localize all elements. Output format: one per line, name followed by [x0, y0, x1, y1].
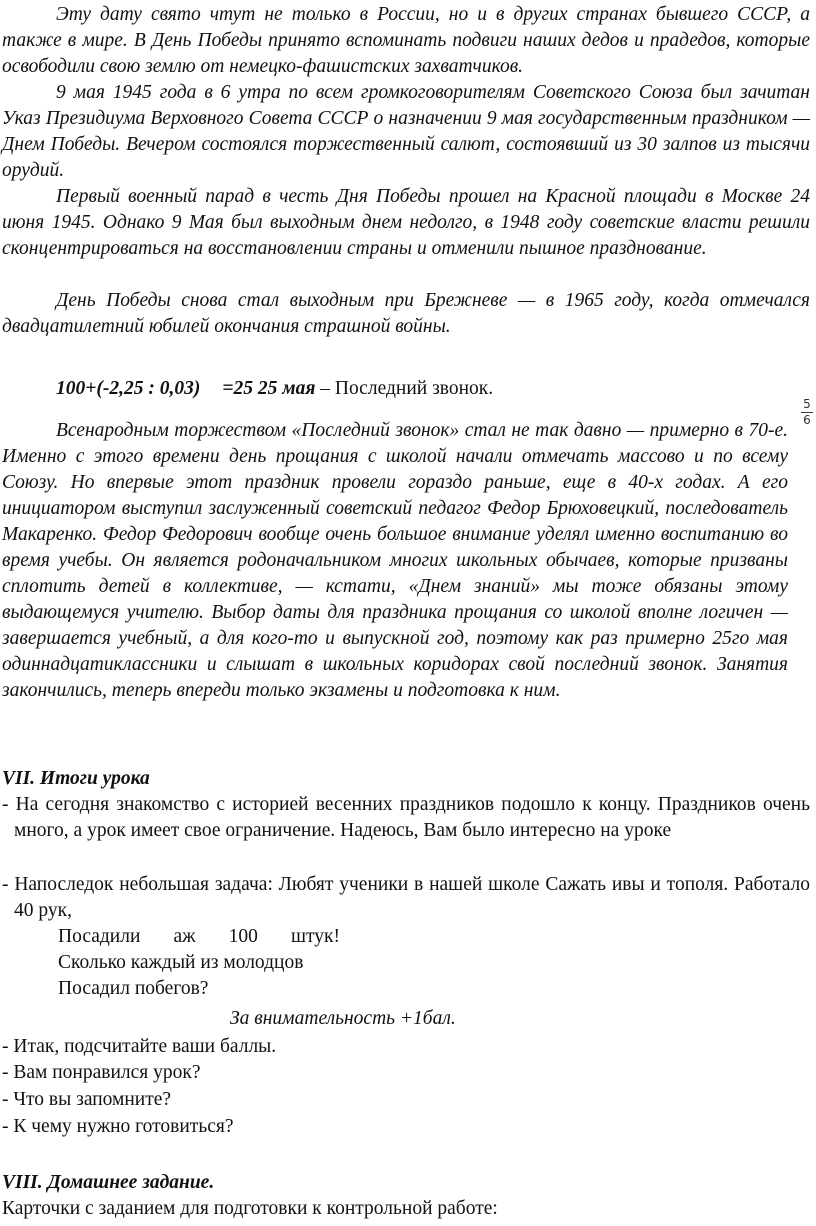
question-count-points: - Итак, подсчитайте ваши баллы. [2, 1036, 277, 1057]
equation-result: =25 25 мая [222, 378, 316, 399]
paragraph-last-bell: Всенародным торжеством «Последний звонок» стал не так давно — примерно в 70-е. Именно с этого времени день прощания с школой начали отмечать массово и по всему Союзу. Но впервые этот праздник провели гораздо раньше, еще в 40-х годах. А его инициатором выступил заслуженный советский педагог Федор Брюховецкий, последователь Макаренко. Федор Федорович вообще очень большое внимание уделял именно воспитанию во время учебы. Он является родоначальником многих школьных обычаев, которые призваны сплотить детей в коллективе, — кстати, «Днем знаний» мы тоже обязаны этому выдающемуся учителю. Выбор даты для праздника прощания со школой вполне логичен — завершается учебный, а для кого-то и выпускной год, поэтому как раз примерно 25го мая одиннадцатиклассники и слышат в школьных коридорах свой последний звонок. Занятия закончились, теперь впереди только экзамены и подготовка к ним. [2, 420, 788, 701]
poem-line-1 [58, 924, 340, 950]
section-7-heading: VII. Итоги урока [2, 768, 150, 789]
bullet-lesson-summary: - На сегодня знакомство с историей весенних праздников подошло к концу. Праздников очень много, а урок имеет свое ограничение. Надеюсь, Вам было интересно на уроке [2, 794, 810, 841]
poem-line-3: Посадил побегов? [58, 978, 209, 999]
fraction-denominator: 6 [803, 413, 811, 427]
equation-holiday: Последний звонок. [334, 378, 494, 399]
question-liked-lesson: - Вам понравился урок? [2, 1062, 201, 1083]
paragraph-victory-day-tradition: Эту дату свято чтут не только в России, но и в других странах бывшего СССР, а также в мире. В День Победы принято вспоминать подвиги наших дедов и прадедов, которые освободили свою землю от немецко-фашистских захватчиков. [2, 4, 810, 77]
poem-word: аж [173, 926, 196, 947]
equation-expression: 100+(-2,25 : 0,03) [56, 378, 201, 399]
section-8-heading: VIII. Домашнее задание. [2, 1172, 215, 1193]
question-remember: - Что вы запомните? [2, 1089, 172, 1110]
paragraph-first-parade: Первый военный парад в честь Дня Победы прошел на Красной площади в Москве 24 июня 1945. Однако 9 Мая был выходным днем недолго, в 1948 году советские власти решили сконцентрироваться на восстановлении страны и отменили пышное празднование. [2, 186, 810, 259]
paragraph-decree-1945: 9 мая 1945 года в 6 утра по всем громкоговорителям Советского Союза был зачитан Указ Президиума Верховного Совета СССР о назначении 9 мая государственным праздником — Днем Победы. Вечером состоялся торжественный салют, состоявший из 30 залпов из тысячи орудий. [2, 82, 810, 181]
paragraph-brezhnev: День Победы снова стал выходным при Брежневе — в 1965 году, когда отмечался двадцатилетний юбилей окончания страшной войны. [2, 290, 810, 337]
question-prepare: - К чему нужно готовиться? [2, 1116, 234, 1137]
poem-word: Посадили [58, 926, 141, 947]
poem-word: штук! [290, 926, 340, 947]
fraction-marker [800, 398, 814, 427]
attention-bonus-note: За внимательность +1бал. [230, 1008, 456, 1029]
fraction-numerator: 5 [803, 397, 811, 411]
homework-text: Карточки с заданием для подготовки к контрольной работе: [2, 1198, 498, 1219]
poem-block [58, 924, 340, 1002]
poem-word: 100 [228, 926, 258, 947]
poem-line-2: Сколько каждый из молодцов [58, 952, 304, 973]
equation-line [56, 376, 493, 402]
bullet-task: - Напоследок небольшая задача: Любят ученики в нашей школе Сажать ивы и тополя. Работало 40 рук, [2, 874, 810, 921]
equation-dash: – [315, 378, 335, 399]
